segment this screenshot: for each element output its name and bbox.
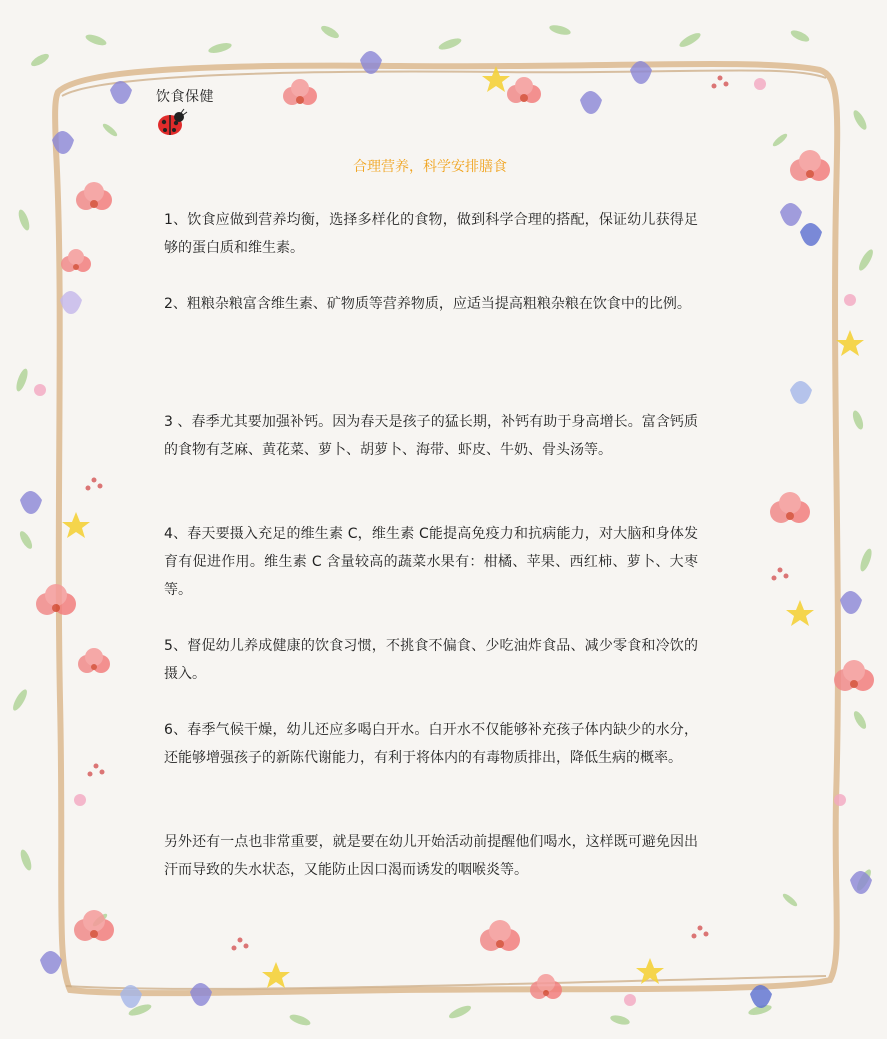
article-title: 合理营养，科学安排膳食 <box>353 159 507 175</box>
section-tag: 饮食保健 <box>156 89 214 105</box>
ladybug-icon <box>152 108 188 138</box>
paragraph-6: 6、春季气候干燥，幼儿还应多喝白开水。白开水不仅能够补充孩子体内缺少的水分，还能够增强孩子的新陈代谢能力，有利于将体内的有毒物质排出，降低生病的概率。 <box>164 722 698 766</box>
paragraph-5: 5、督促幼儿养成健康的饮食习惯，不挑食不偏食、少吃油炸食品、减少零食和冷饮的摄入。 <box>164 638 698 682</box>
paragraph-3: 3 、春季尤其要加强补钙。因为春天是孩子的猛长期，补钙有助于身高增长。富含钙质的食物有芝麻、黄花菜、萝卜、胡萝卜、海带、虾皮、牛奶、骨头汤等。 <box>164 414 698 458</box>
paragraph-2: 2、粗粮杂粮富含维生素、矿物质等营养物质，应适当提高粗粮杂粮在饮食中的比例。 <box>164 296 691 312</box>
paragraph-7: 另外还有一点也非常重要，就是要在幼儿开始活动前提醒他们喝水，这样既可避免因出汗而导致的失水状态，又能防止因口渴而诱发的咽喉炎等。 <box>164 834 698 878</box>
paragraph-1: 1、饮食应做到营养均衡，选择多样化的食物，做到科学合理的搭配，保证幼儿获得足够的蛋白质和维生素。 <box>164 212 698 256</box>
paragraph-4: 4、春天要摄入充足的维生素 C，维生素 C能提高免疫力和抗病能力，对大脑和身体发育有促进作用。维生素 C 含量较高的蔬菜水果有：柑橘、苹果、西红柿、萝卜、大枣等。 <box>164 526 698 598</box>
